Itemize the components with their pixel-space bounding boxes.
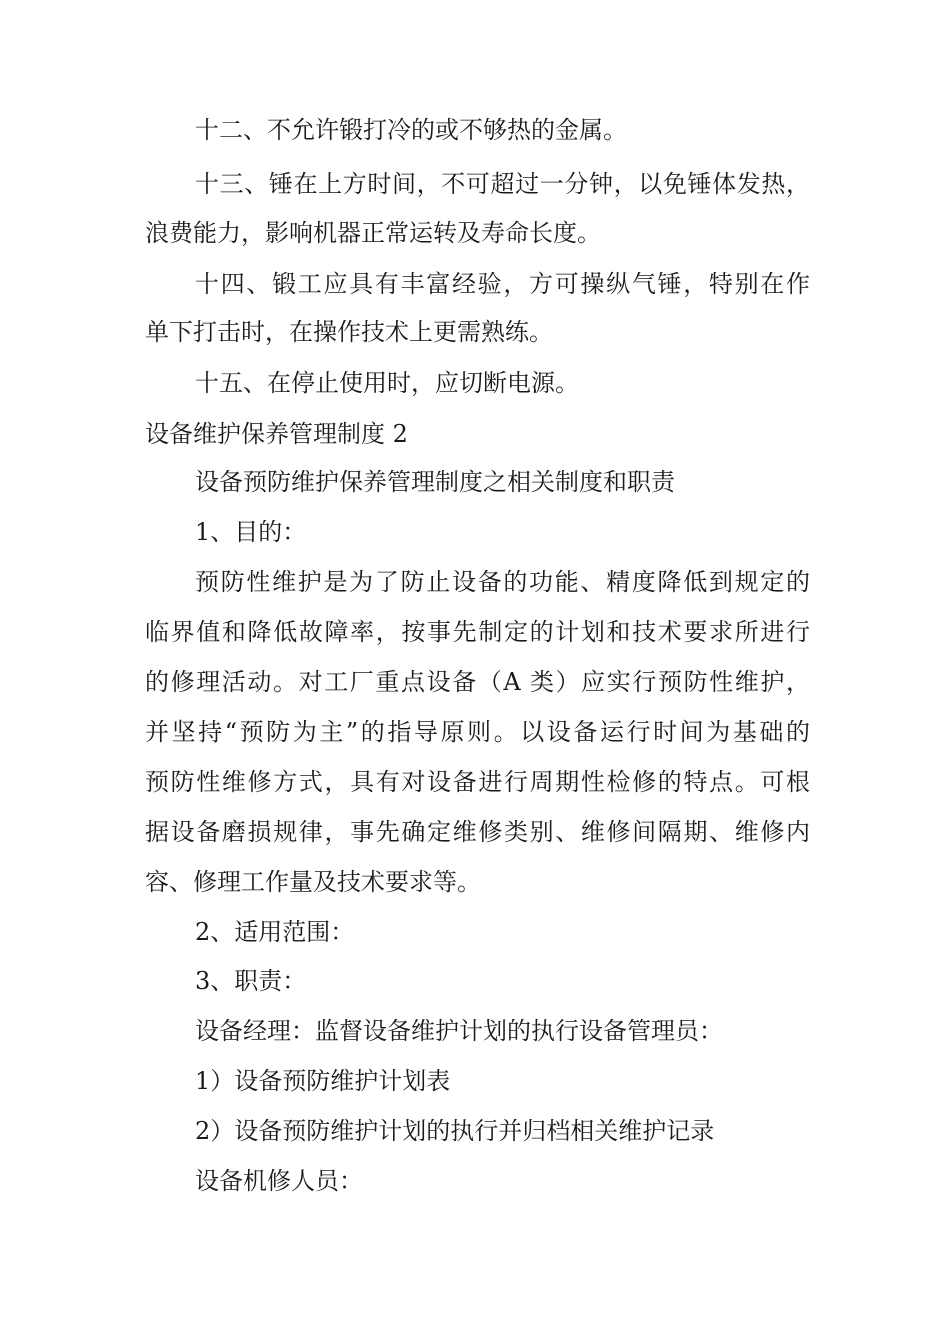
text-line: 容、修理工作量及技术要求等。 [145, 868, 481, 896]
text-line: 十三、锤在上方时间，不可超过一分钟，以免锤体发热， [195, 170, 810, 198]
text-line: 的修理活动。对工厂重点设备（A 类）应实行预防性维护， [145, 668, 810, 696]
section-heading: 设备维护保养管理制度 2 [145, 420, 408, 448]
text-line: 设备预防维护保养管理制度之相关制度和职责 [195, 468, 675, 496]
text-line: 十五、在停止使用时，应切断电源。 [195, 369, 579, 397]
text-line: 1）设备预防维护计划表 [195, 1067, 451, 1095]
text-line: 1、目的： [195, 518, 307, 546]
text-line: 预防性维修方式，具有对设备进行周期性检修的特点。可根 [145, 768, 810, 796]
text-line: 设备机修人员： [195, 1167, 363, 1195]
text-line: 设备经理：监督设备维护计划的执行设备管理员： [195, 1017, 723, 1045]
text-line: 预防性维护是为了防止设备的功能、精度降低到规定的 [195, 568, 810, 596]
text-line: 并坚持“预防为主”的指导原则。以设备运行时间为基础的 [145, 718, 810, 746]
text-line: 据设备磨损规律，事先确定维修类别、维修间隔期、维修内 [145, 818, 810, 846]
text-line: 单下打击时，在操作技术上更需熟练。 [145, 318, 553, 346]
text-line: 3、职责： [195, 967, 307, 995]
text-line: 2、适用范围： [195, 918, 355, 946]
text-line: 浪费能力，影响机器正常运转及寿命长度。 [145, 219, 601, 247]
text-line: 临界值和降低故障率，按事先制定的计划和技术要求所进行 [145, 618, 810, 646]
text-line: 十四、锻工应具有丰富经验，方可操纵气锤，特别在作 [195, 270, 810, 298]
text-line: 2）设备预防维护计划的执行并归档相关维护记录 [195, 1117, 715, 1145]
text-line: 十二、不允许锻打冷的或不够热的金属。 [195, 116, 627, 144]
